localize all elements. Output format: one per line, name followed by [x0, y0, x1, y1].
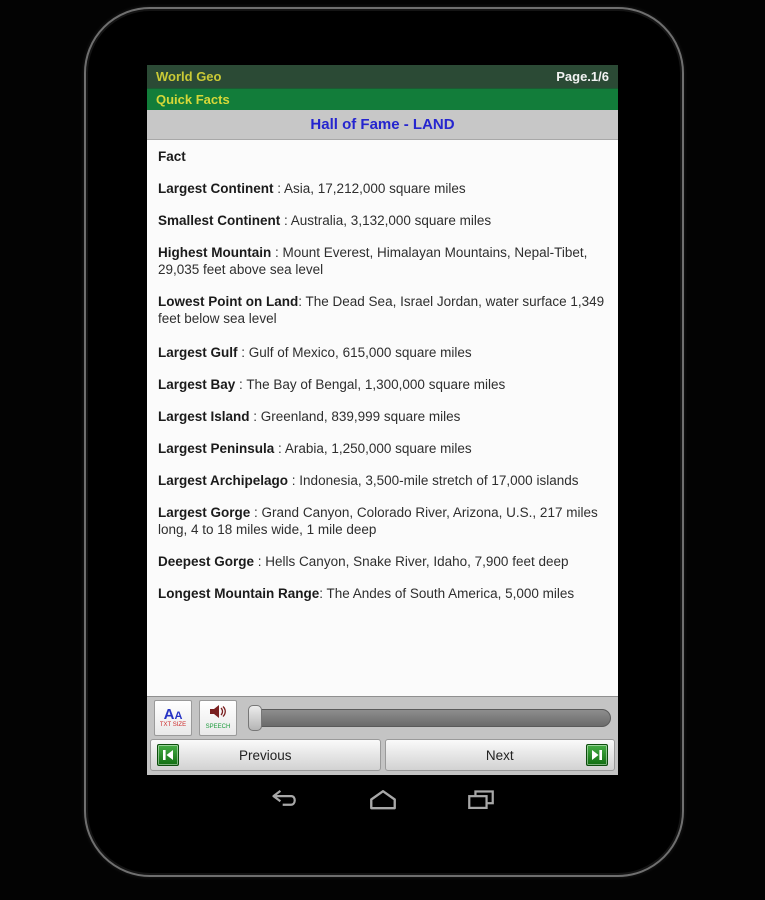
fact-separator: :: [235, 377, 247, 392]
recent-apps-icon[interactable]: [466, 789, 496, 810]
fact-row: [158, 504, 607, 538]
fact-value: Greenland, 839,999 square miles: [260, 409, 461, 424]
fact-value: Gulf of Mexico, 615,000 square miles: [248, 345, 472, 360]
speech-button[interactable]: [199, 700, 237, 736]
speech-progress-slider[interactable]: [248, 709, 611, 727]
fact-row: [158, 180, 607, 197]
fact-label: Largest Gorge: [158, 505, 251, 520]
previous-button-label: Previous: [238, 747, 292, 763]
screen: [147, 65, 618, 823]
app-title-bar: [147, 65, 618, 88]
fact-row: [158, 440, 607, 457]
previous-button[interactable]: [150, 739, 381, 771]
app-title: World Geo: [156, 69, 222, 84]
fact-value: Mount Everest, Himalayan Mountains, Nepal-Tibet, 29,035 feet above sea level: [158, 245, 588, 277]
slider-thumb[interactable]: [248, 705, 262, 731]
heading-bar: [147, 110, 618, 140]
fact-value: Indonesia, 3,500-mile stretch of 17,000 islands: [299, 473, 579, 488]
text-size-button[interactable]: [154, 700, 192, 736]
facts-section-label: Fact: [158, 149, 186, 164]
fact-row: [158, 344, 607, 361]
next-button-label: Next: [485, 747, 514, 763]
fact-row: [158, 212, 607, 229]
fact-separator: :: [237, 345, 249, 360]
fact-value: Grand Canyon, Colorado River, Arizona, U.S., 217 miles long, 4 to 18 miles wide, 1 mile deep: [158, 505, 598, 537]
fact-value: Arabia, 1,250,000 square miles: [284, 441, 472, 456]
text-size-icon: Aa: [163, 705, 183, 723]
speaker-icon: [209, 704, 227, 724]
skip-to-end-icon: [586, 744, 608, 766]
page-indicator: Page.1/6: [556, 69, 609, 84]
fact-separator: :: [249, 409, 261, 424]
fact-separator: :: [319, 586, 327, 601]
back-icon[interactable]: [270, 789, 300, 809]
slider-track[interactable]: [248, 709, 611, 727]
fact-value: Asia, 17,212,000 square miles: [284, 181, 466, 196]
fact-value: Australia, 3,132,000 square miles: [290, 213, 492, 228]
fact-row: [158, 553, 607, 570]
section-title: Quick Facts: [156, 92, 230, 107]
fact-separator: :: [274, 441, 285, 456]
fact-row: [158, 244, 607, 278]
fact-row: [158, 472, 607, 489]
fact-label: Lowest Point on Land: [158, 294, 299, 309]
fact-row: [158, 376, 607, 393]
fact-value: The Dead Sea, Israel Jordan, water surface 1,349 feet below sea level: [158, 294, 605, 326]
facts-content[interactable]: [147, 140, 618, 696]
fact-value: The Bay of Bengal, 1,300,000 square miles: [246, 377, 506, 392]
android-nav-bar: [147, 775, 618, 823]
fact-row: [158, 293, 607, 327]
fact-label: Highest Mountain: [158, 245, 272, 260]
fact-separator: :: [271, 245, 283, 260]
page-heading: Hall of Fame - LAND: [310, 116, 455, 133]
fact-label: Largest Gulf: [158, 345, 238, 360]
fact-label: Smallest Continent: [158, 213, 281, 228]
fact-separator: :: [273, 181, 285, 196]
fact-row: [158, 408, 607, 425]
section-bar: [147, 88, 618, 110]
fact-label: Largest Bay: [158, 377, 236, 392]
fact-label: Largest Continent: [158, 181, 274, 196]
page-nav-row: [147, 738, 618, 775]
speech-caption: SPEECH: [205, 724, 231, 730]
fact-separator: :: [298, 294, 306, 309]
toolbar: [147, 696, 618, 738]
fact-separator: :: [250, 505, 262, 520]
next-button[interactable]: [385, 739, 616, 771]
skip-to-start-icon: [157, 744, 179, 766]
fact-label: Largest Island: [158, 409, 250, 424]
fact-label: Deepest Gorge: [158, 554, 255, 569]
text-size-caption: TXT SIZE: [159, 721, 187, 728]
fact-value: Hells Canyon, Snake River, Idaho, 7,900 feet deep: [265, 554, 569, 569]
fact-separator: :: [288, 473, 300, 488]
fact-label: Largest Archipelago: [158, 473, 289, 488]
fact-label: Largest Peninsula: [158, 441, 275, 456]
fact-separator: :: [254, 554, 266, 569]
fact-row: [158, 585, 607, 602]
fact-label: Longest Mountain Range: [158, 586, 320, 601]
home-icon[interactable]: [368, 789, 398, 810]
fact-separator: :: [280, 213, 291, 228]
fact-value: The Andes of South America, 5,000 miles: [326, 586, 575, 601]
